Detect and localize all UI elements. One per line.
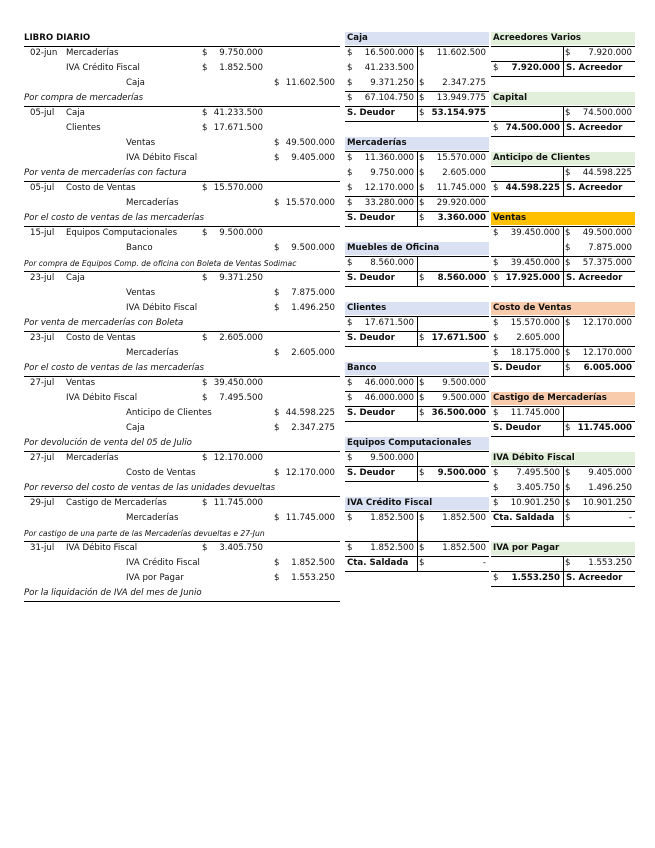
mayor-right-account-title: IVA Débito Fiscal xyxy=(493,453,575,463)
entry-credit-currency: $ xyxy=(274,303,280,313)
mayor-mid-result-amount-currency: $ xyxy=(419,408,425,418)
entry-account: Mercaderías xyxy=(126,348,179,358)
entry-credit-currency: $ xyxy=(274,288,280,298)
mayor-right-credit-currency: $ xyxy=(565,318,571,328)
mayor-mid-result-amount-currency: $ xyxy=(419,468,425,478)
entry-debit: 9.371.250 xyxy=(219,273,263,283)
mayor-right-credit: 1.496.250 xyxy=(588,483,632,493)
mayor-right-debit-currency: $ xyxy=(493,318,499,328)
entry-credit: 9.500.000 xyxy=(291,243,335,253)
entry-date: 23-jul xyxy=(30,273,55,283)
entry-credit: 9.405.000 xyxy=(291,153,335,163)
mayor-mid-result-bottom xyxy=(345,121,489,122)
mayor-right-result-label: S. Acreedor xyxy=(566,183,623,193)
mayor-right-account-title: Acreedores Varios xyxy=(493,33,582,43)
mayor-mid-result-amount-currency: $ xyxy=(419,558,425,568)
mayor-mid-debit-currency: $ xyxy=(347,183,353,193)
mayor-mid-credit-currency: $ xyxy=(419,78,425,88)
mayor-right-credit: 1.553.250 xyxy=(588,558,632,568)
mayor-mid-debit-currency: $ xyxy=(347,513,353,523)
entry-credit: 15.570.000 xyxy=(285,198,335,208)
entry-account: IVA Débito Fiscal xyxy=(126,153,198,163)
entry-debit: 3.405.750 xyxy=(219,543,263,553)
entry-account: Mercaderías xyxy=(66,48,119,58)
entry-date: 29-jul xyxy=(30,498,55,508)
entry-account: Castigo de Mercaderías xyxy=(66,498,167,508)
mayor-right-result-bottom xyxy=(491,196,635,197)
mayor-right-result-amount: 17.925.000 xyxy=(505,273,560,283)
mayor-mid-debit: 46.000.000 xyxy=(364,393,414,403)
entry-account: Caja xyxy=(66,108,85,118)
mayor-mid-credit: 9.500.000 xyxy=(442,393,486,403)
entry-date: 02-jun xyxy=(30,48,58,58)
mayor-right-t-divider xyxy=(563,166,564,196)
entry-credit: 12.170.000 xyxy=(285,468,335,478)
diario-title: LIBRO DIARIO xyxy=(24,33,91,43)
entry-date: 27-jul xyxy=(30,453,55,463)
entry-debit-currency: $ xyxy=(202,183,208,193)
mayor-right-debit: 3.405.750 xyxy=(516,483,560,493)
mayor-right-debit-currency: $ xyxy=(493,468,499,478)
mayor-mid-debit: 9.371.250 xyxy=(370,78,414,88)
entry-account: Clientes xyxy=(66,123,101,133)
mayor-right-result-label: Cta. Saldada xyxy=(493,513,555,523)
mayor-right-debit-currency: $ xyxy=(493,498,499,508)
entry-debit-currency: $ xyxy=(202,333,208,343)
entry-account: Ventas xyxy=(66,378,96,388)
entry-credit: 11.602.500 xyxy=(285,78,335,88)
entry-separator xyxy=(24,601,340,602)
entry-account: Mercaderías xyxy=(126,198,179,208)
mayor-right-result-amount: 6.005.000 xyxy=(583,363,632,373)
mayor-right-debit: 2.605.000 xyxy=(516,333,560,343)
mayor-mid-result-amount: 3.360.000 xyxy=(437,213,486,223)
entry-account: IVA Débito Fiscal xyxy=(126,303,198,313)
entry-gloss: Por compra de mercaderías xyxy=(24,93,144,103)
entry-gloss: Por el costo de ventas de las mercaderías xyxy=(24,363,204,373)
mayor-right-t-divider xyxy=(563,106,564,136)
mayor-right-credit: 9.405.000 xyxy=(588,468,632,478)
entry-credit-currency: $ xyxy=(274,138,280,148)
mayor-right-result-bottom xyxy=(491,76,635,77)
mayor-mid-result-amount: 53.154.975 xyxy=(431,108,486,118)
entry-account: Banco xyxy=(126,243,153,253)
mayor-right-result-amount-currency: $ xyxy=(565,423,571,433)
entry-debit-currency: $ xyxy=(202,48,208,58)
mayor-mid-debit-currency: $ xyxy=(347,318,353,328)
mayor-mid-result-amount-currency: $ xyxy=(419,108,425,118)
mayor-right-credit: 12.170.000 xyxy=(582,318,632,328)
entry-debit-currency: $ xyxy=(202,543,208,553)
mayor-mid-result-amount: 9.500.000 xyxy=(437,468,486,478)
mayor-mid-debit-currency: $ xyxy=(347,258,353,268)
mayor-right-credit-currency: $ xyxy=(565,498,571,508)
mayor-right-account-title: Costo de Ventas xyxy=(493,303,572,313)
mayor-right-result-amount: 1.553.250 xyxy=(511,573,560,583)
mayor-right-debit: 15.570.000 xyxy=(510,318,560,328)
entry-account: Costo de Ventas xyxy=(66,333,136,343)
entry-credit-currency: $ xyxy=(274,198,280,208)
entry-credit: 2.347.275 xyxy=(291,423,335,433)
entry-date: 15-jul xyxy=(30,228,55,238)
mayor-mid-credit-currency: $ xyxy=(419,378,425,388)
mayor-mid-credit-currency: $ xyxy=(419,153,425,163)
mayor-mid-debit: 8.560.000 xyxy=(370,258,414,268)
mayor-mid-credit-currency: $ xyxy=(419,183,425,193)
entry-credit-currency: $ xyxy=(274,468,280,478)
entry-credit: 2.605.000 xyxy=(291,348,335,358)
entry-credit-currency: $ xyxy=(274,513,280,523)
mayor-mid-debit-currency: $ xyxy=(347,78,353,88)
mayor-right-debit: 10.901.250 xyxy=(510,498,560,508)
entry-credit-currency: $ xyxy=(274,573,280,583)
entry-gloss: Por compra de Equipos Comp. de oficina con Boleta de Ventas Sodimac xyxy=(24,259,297,268)
mayor-right-debit-currency: $ xyxy=(493,348,499,358)
entry-account: IVA Débito Fiscal xyxy=(66,393,138,403)
mayor-right-result-amount: 7.920.000 xyxy=(511,63,560,73)
mayor-mid-credit-currency: $ xyxy=(419,198,425,208)
mayor-mid-result-label: S. Deudor xyxy=(347,108,395,118)
mayor-mid-result-bottom xyxy=(345,346,489,347)
mayor-mid-account-title: Muebles de Oficina xyxy=(347,243,440,253)
mayor-right-credit: 49.500.000 xyxy=(582,228,632,238)
mayor-right-t-divider xyxy=(563,226,564,286)
mayor-mid-debit: 41.233.500 xyxy=(364,63,414,73)
entry-credit-currency: $ xyxy=(274,153,280,163)
mayor-mid-debit-currency: $ xyxy=(347,378,353,388)
mayor-mid-account-title: Clientes xyxy=(347,303,387,313)
mayor-mid-debit-currency: $ xyxy=(347,453,353,463)
mayor-right-debit: 39.450.000 xyxy=(510,258,560,268)
mayor-mid-debit-currency: $ xyxy=(347,393,353,403)
entry-debit-currency: $ xyxy=(202,108,208,118)
entry-debit: 12.170.000 xyxy=(213,453,263,463)
mayor-mid-debit: 12.170.000 xyxy=(364,183,414,193)
mayor-mid-result-amount: 8.560.000 xyxy=(437,273,486,283)
entry-debit: 41.233.500 xyxy=(213,108,263,118)
mayor-right-credit: 12.170.000 xyxy=(582,348,632,358)
mayor-mid-debit-currency: $ xyxy=(347,48,353,58)
mayor-mid-credit-currency: $ xyxy=(419,393,425,403)
entry-account: IVA Débito Fiscal xyxy=(66,543,138,553)
mayor-right-credit-currency: $ xyxy=(565,468,571,478)
entry-debit-currency: $ xyxy=(202,498,208,508)
mayor-right-credit-currency: $ xyxy=(565,108,571,118)
mayor-right-result-amount-currency: $ xyxy=(565,513,571,523)
entry-account: Caja xyxy=(126,423,145,433)
mayor-right-account-title: IVA por Pagar xyxy=(493,543,560,553)
mayor-right-debit: 18.175.000 xyxy=(510,348,560,358)
mayor-mid-debit: 9.500.000 xyxy=(370,453,414,463)
entry-account: Equipos Computacionales xyxy=(66,228,178,238)
entry-credit-currency: $ xyxy=(274,408,280,418)
entry-debit-currency: $ xyxy=(202,228,208,238)
mayor-mid-result-bottom xyxy=(345,421,489,422)
mayor-mid-result-amount: - xyxy=(482,558,486,568)
mayor-mid-result-bottom xyxy=(345,481,489,482)
mayor-right-credit-currency: $ xyxy=(565,258,571,268)
entry-credit: 49.500.000 xyxy=(285,138,335,148)
mayor-mid-credit: 1.852.500 xyxy=(442,543,486,553)
mayor-right-account-title: Castigo de Mercaderías xyxy=(493,393,607,403)
mayor-right-result-label: S. Acreedor xyxy=(566,273,623,283)
mayor-right-result-bottom xyxy=(491,376,635,377)
mayor-right-result-bottom xyxy=(491,526,635,527)
mayor-mid-credit-currency: $ xyxy=(419,48,425,58)
entry-account: IVA Crédito Fiscal xyxy=(126,558,200,568)
mayor-right-credit-currency: $ xyxy=(565,483,571,493)
mayor-mid-debit: 1.852.500 xyxy=(370,543,414,553)
mayor-right-debit-currency: $ xyxy=(493,228,499,238)
mayor-right-result-label: S. Deudor xyxy=(493,363,541,373)
entry-debit-currency: $ xyxy=(202,453,208,463)
entry-gloss: Por devolución de venta del 05 de Julio xyxy=(24,438,192,448)
mayor-right-credit-currency: $ xyxy=(565,558,571,568)
mayor-right-result-amount-currency: $ xyxy=(565,363,571,373)
mayor-right-result-label: S. Acreedor xyxy=(566,123,623,133)
mayor-mid-credit: 29.920.000 xyxy=(436,198,486,208)
entry-account: Ventas xyxy=(126,138,156,148)
entry-account: Caja xyxy=(66,273,85,283)
mayor-mid-result-label: S. Deudor xyxy=(347,408,395,418)
mayor-right-credit: 74.500.000 xyxy=(582,108,632,118)
entry-date: 23-jul xyxy=(30,333,55,343)
mayor-mid-credit-currency: $ xyxy=(419,543,425,553)
mayor-mid-credit-currency: $ xyxy=(419,93,425,103)
mayor-mid-debit-currency: $ xyxy=(347,93,353,103)
mayor-mid-result-amount: 17.671.500 xyxy=(431,333,486,343)
entry-gloss: Por el costo de ventas de las mercaderías xyxy=(24,213,204,223)
mayor-right-debit: 7.495.500 xyxy=(516,468,560,478)
entry-debit: 7.495.500 xyxy=(219,393,263,403)
mayor-mid-result-amount-currency: $ xyxy=(419,333,425,343)
mayor-right-credit: 7.875.000 xyxy=(588,243,632,253)
entry-debit: 39.450.000 xyxy=(213,378,263,388)
entry-account: Mercaderías xyxy=(126,513,179,523)
mayor-mid-result-label: Cta. Saldada xyxy=(347,558,409,568)
entry-debit: 1.852.500 xyxy=(219,63,263,73)
entry-account: Caja xyxy=(126,78,145,88)
mayor-right-debit-currency: $ xyxy=(493,483,499,493)
mayor-mid-credit-currency: $ xyxy=(419,513,425,523)
mayor-mid-debit: 67.104.750 xyxy=(364,93,414,103)
mayor-mid-debit: 46.000.000 xyxy=(364,378,414,388)
entry-debit: 9.500.000 xyxy=(219,228,263,238)
mayor-mid-debit-currency: $ xyxy=(347,168,353,178)
mayor-right-result-amount: 74.500.000 xyxy=(505,123,560,133)
entry-account: IVA Crédito Fiscal xyxy=(66,63,140,73)
mayor-mid-debit-currency: $ xyxy=(347,63,353,73)
mayor-right-debit: 11.745.000 xyxy=(510,408,560,418)
entry-credit: 1.496.250 xyxy=(291,303,335,313)
mayor-right-credit-currency: $ xyxy=(565,228,571,238)
mayor-right-credit-currency: $ xyxy=(565,48,571,58)
entry-credit-currency: $ xyxy=(274,558,280,568)
mayor-right-result-bottom xyxy=(491,136,635,137)
mayor-mid-debit-currency: $ xyxy=(347,153,353,163)
mayor-mid-account-title: IVA Crédito Fiscal xyxy=(347,498,433,508)
mayor-right-result-label: S. Deudor xyxy=(493,423,541,433)
mayor-right-result-amount: - xyxy=(628,513,632,523)
mayor-mid-debit-currency: $ xyxy=(347,198,353,208)
entry-gloss: Por castigo de una parte de las Mercaderías devueltas e 27-Jun xyxy=(24,529,265,538)
entry-account: Ventas xyxy=(126,288,156,298)
mayor-right-debit-currency: $ xyxy=(493,333,499,343)
mayor-right-credit-currency: $ xyxy=(565,168,571,178)
mayor-right-t-divider xyxy=(563,46,564,76)
mayor-mid-debit: 9.750.000 xyxy=(370,168,414,178)
mayor-right-result-amount: 11.745.000 xyxy=(577,423,632,433)
mayor-right-result-bottom xyxy=(491,436,635,437)
mayor-mid-credit: 13.949.775 xyxy=(436,93,486,103)
mayor-mid-result-label: S. Deudor xyxy=(347,213,395,223)
mayor-mid-credit: 9.500.000 xyxy=(442,378,486,388)
mayor-right-result-amount-currency: $ xyxy=(493,63,499,73)
entry-account: Anticipo de Clientes xyxy=(126,408,212,418)
mayor-right-account-title: Ventas xyxy=(493,213,527,223)
mayor-right-debit-currency: $ xyxy=(493,258,499,268)
mayor-right-result-label: S. Acreedor xyxy=(566,573,623,583)
mayor-right-result-amount-currency: $ xyxy=(493,123,499,133)
mayor-mid-account-title: Equipos Computacionales xyxy=(347,438,472,448)
entry-gloss: Por reverso del costo de ventas de las unidades devueltas xyxy=(24,483,276,493)
mayor-right-account-title: Anticipo de Clientes xyxy=(493,153,591,163)
mayor-mid-debit-currency: $ xyxy=(347,543,353,553)
mayor-right-result-amount: 44.598.225 xyxy=(505,183,560,193)
entry-credit-currency: $ xyxy=(274,78,280,88)
mayor-right-t-divider xyxy=(563,556,564,586)
mayor-mid-credit: 1.852.500 xyxy=(442,513,486,523)
entry-date: 05-jul xyxy=(30,108,55,118)
mayor-right-result-bottom xyxy=(491,586,635,587)
entry-credit: 7.875.000 xyxy=(291,288,335,298)
entry-debit: 11.745.000 xyxy=(213,498,263,508)
entry-date: 31-jul xyxy=(30,543,55,553)
mayor-right-credit-currency: $ xyxy=(565,243,571,253)
entry-debit-currency: $ xyxy=(202,273,208,283)
mayor-mid-result-label: S. Deudor xyxy=(347,273,395,283)
entry-credit-currency: $ xyxy=(274,243,280,253)
mayor-mid-result-amount-currency: $ xyxy=(419,273,425,283)
mayor-mid-debit: 17.671.500 xyxy=(364,318,414,328)
entry-debit-currency: $ xyxy=(202,393,208,403)
entry-credit: 44.598.225 xyxy=(285,408,335,418)
entry-account: Costo de Ventas xyxy=(126,468,196,478)
mayor-right-credit: 44.598.225 xyxy=(582,168,632,178)
entry-debit: 15.570.000 xyxy=(213,183,263,193)
mayor-right-credit: 10.901.250 xyxy=(582,498,632,508)
mayor-mid-result-bottom xyxy=(345,286,489,287)
mayor-mid-credit: 2.347.275 xyxy=(442,78,486,88)
mayor-mid-credit-currency: $ xyxy=(419,168,425,178)
entry-account: IVA por Pagar xyxy=(126,573,184,583)
mayor-right-result-amount-currency: $ xyxy=(493,273,499,283)
entry-date: 05-jul xyxy=(30,183,55,193)
mayor-mid-credit: 11.745.000 xyxy=(436,183,486,193)
mayor-mid-result-amount: 36.500.000 xyxy=(431,408,486,418)
entry-debit-currency: $ xyxy=(202,378,208,388)
mayor-mid-debit: 1.852.500 xyxy=(370,513,414,523)
mayor-right-result-label: S. Acreedor xyxy=(566,63,623,73)
mayor-mid-result-bottom xyxy=(345,226,489,227)
mayor-mid-debit: 33.280.000 xyxy=(364,198,414,208)
mayor-mid-account-title: Caja xyxy=(347,33,368,43)
entry-debit: 2.605.000 xyxy=(219,333,263,343)
mayor-right-account-title: Capital xyxy=(493,93,528,103)
mayor-mid-credit: 2.605.000 xyxy=(442,168,486,178)
entry-credit: 1.553.250 xyxy=(291,573,335,583)
entry-gloss: Por venta de mercaderías con factura xyxy=(24,168,187,178)
mayor-mid-account-title: Mercaderías xyxy=(347,138,407,148)
mayor-mid-account-title: Banco xyxy=(347,363,377,373)
mayor-mid-result-amount-currency: $ xyxy=(419,213,425,223)
entry-date: 27-jul xyxy=(30,378,55,388)
mayor-mid-credit: 11.602.500 xyxy=(436,48,486,58)
mayor-right-result-amount-currency: $ xyxy=(493,183,499,193)
entry-gloss: Por venta de mercaderías con Boleta xyxy=(24,318,184,328)
mayor-mid-credit: 15.570.000 xyxy=(436,153,486,163)
mayor-mid-debit: 16.500.000 xyxy=(364,48,414,58)
mayor-right-debit-currency: $ xyxy=(493,408,499,418)
mayor-mid-result-bottom xyxy=(345,571,489,572)
mayor-right-result-bottom xyxy=(491,286,635,287)
mayor-right-result-amount-currency: $ xyxy=(493,573,499,583)
mayor-right-debit: 39.450.000 xyxy=(510,228,560,238)
mayor-right-credit: 57.375.000 xyxy=(582,258,632,268)
entry-debit: 9.750.000 xyxy=(219,48,263,58)
mayor-right-credit-currency: $ xyxy=(565,348,571,358)
entry-account: Mercaderías xyxy=(66,453,119,463)
entry-debit-currency: $ xyxy=(202,63,208,73)
mayor-mid-result-label: S. Deudor xyxy=(347,333,395,343)
entry-debit-currency: $ xyxy=(202,123,208,133)
mayor-mid-result-label: S. Deudor xyxy=(347,468,395,478)
entry-gloss: Por la liquidación de IVA del mes de Junio xyxy=(24,588,202,598)
entry-account: Costo de Ventas xyxy=(66,183,136,193)
entry-debit: 17.671.500 xyxy=(213,123,263,133)
entry-credit: 1.852.500 xyxy=(291,558,335,568)
mayor-mid-debit: 11.360.000 xyxy=(364,153,414,163)
entry-credit-currency: $ xyxy=(274,423,280,433)
mayor-right-credit: 7.920.000 xyxy=(588,48,632,58)
entry-credit: 11.745.000 xyxy=(285,513,335,523)
entry-credit-currency: $ xyxy=(274,348,280,358)
